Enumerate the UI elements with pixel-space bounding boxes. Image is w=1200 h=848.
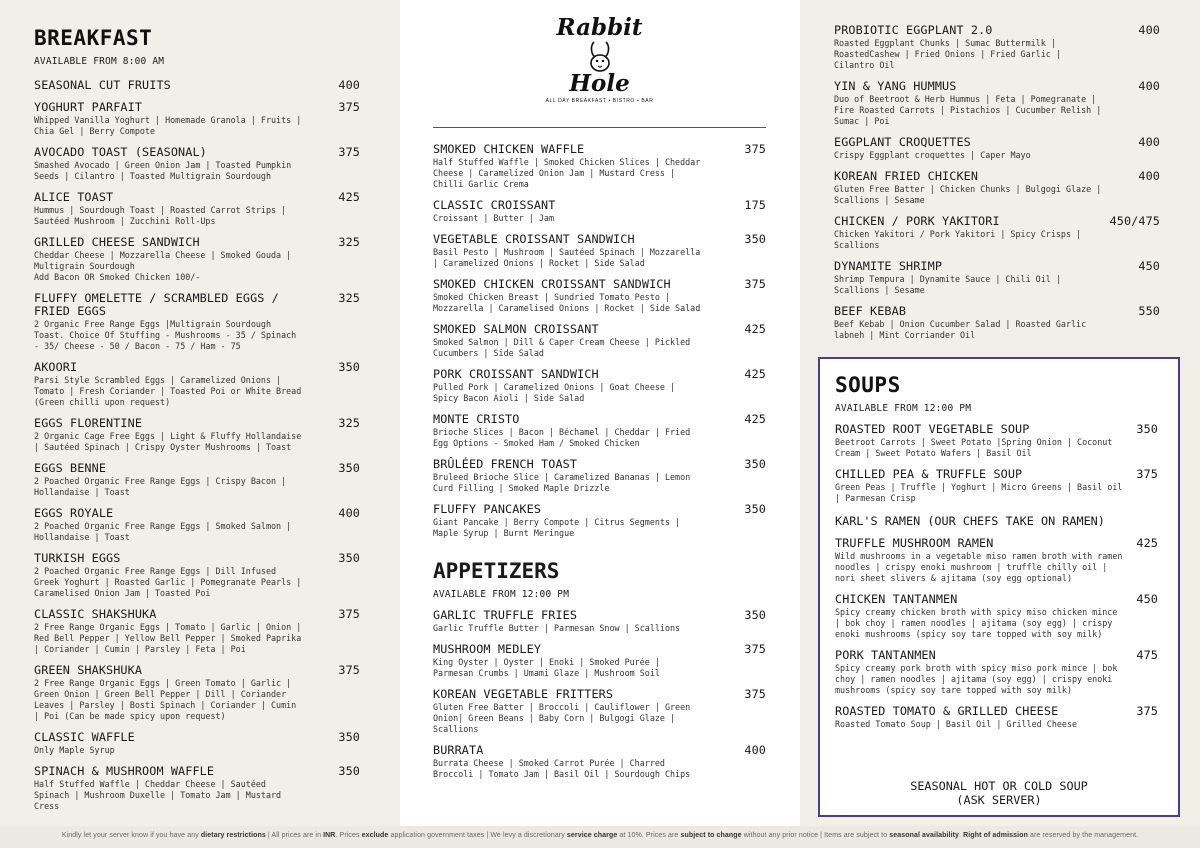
menu-item [433, 278, 766, 314]
menu-item-name: SEASONAL CUT FRUITS [34, 78, 171, 92]
menu-item-name: EGGS BENNE [34, 461, 107, 475]
menu-item-description: King Oyster | Oyster | Enoki | Smoked Purée | Parmesan Crumbs | Umami Glaze | Mushroom Soil [433, 657, 660, 678]
footer-bold: seasonal availability [889, 832, 960, 839]
menu-item-price: 375 [338, 663, 360, 677]
middle-column [400, 0, 800, 826]
menu-item-header [835, 537, 1158, 550]
menu-item-description: Half Stuffed Waffle | Smoked Chicken Slices | Cheddar Cheese | Caramelized Onion Jam | Mustard Cress | Chilli Garlic Crema [433, 157, 701, 189]
seasonal-soup-note [820, 779, 1178, 807]
menu-item-price: 400 [1138, 169, 1160, 183]
menu-item-name: EGGPLANT CROQUETTES [834, 135, 971, 149]
footer-bold: dietary restrictions [200, 832, 266, 839]
logo-tagline: ALL DAY BREAKFAST • BISTRO • BAR [545, 98, 654, 104]
menu-item [433, 744, 766, 780]
menu-item-description: Roasted Eggplant Chunks | Sumac Buttermilk | RoastedCashew | Fried Onions | Fried Garlic | Cilantro Oil [834, 38, 1061, 70]
menu-item-description: Basil Pesto | Mushroom | Sautéed Spinach | Mozzarella | Caramelized Onions | Rocket | Side Salad [433, 247, 701, 268]
footer-text: at 10%. Prices are [617, 832, 681, 839]
footer-bold: Right of admission [963, 832, 1028, 839]
menu-item-name: GRILLED CHEESE SANDWICH [34, 235, 200, 249]
soups-title: SOUPS [835, 373, 901, 397]
menu-item-name: PORK TANTANMEN [835, 648, 936, 662]
menu-item-price: 175 [744, 198, 766, 212]
menu-item-name: YOGHURT PARFAIT [34, 100, 143, 114]
menu-item-price: 350 [744, 457, 766, 471]
menu-item-header [834, 215, 1160, 228]
appetizers-list [433, 609, 766, 780]
breakfast-title: BREAKFAST [34, 26, 153, 50]
menu-item-price: 375 [744, 142, 766, 156]
soups-list [835, 423, 1158, 504]
menu-item-header [433, 233, 766, 246]
menu-item-header [834, 80, 1160, 93]
menu-item [34, 731, 360, 756]
menu-item-description: 2 Free Range Organic Eggs | Green Tomato | Garlic | Green Onion | Green Bell Pepper | Dill | Coriander Leaves | Parsley | Bosti Spinach | Coriander | Cumin | Poi (Can be made spicy upon request) [34, 678, 297, 721]
menu-item-price: 400 [744, 743, 766, 757]
menu-item-name: KOREAN VEGETABLE FRITTERS [433, 687, 614, 701]
menu-item-price: 425 [744, 367, 766, 381]
menu-item-price: 375 [338, 100, 360, 114]
menu-item-price: 350 [744, 232, 766, 246]
menu-item-description: Smashed Avocado | Green Onion Jam | Toasted Pumpkin Seeds | Cilantro | Toasted Multigrain Sourdough [34, 160, 292, 181]
menu-item [34, 146, 360, 182]
menu-item-name: YIN & YANG HUMMUS [834, 79, 957, 93]
soups-availability: AVAILABLE FROM 12:00 PM [835, 403, 972, 414]
menu-item-description: 2 Poached Organic Free Range Eggs | Smoked Salmon | Hollandaise | Toast [34, 521, 292, 542]
menu-item-price: 375 [338, 607, 360, 621]
menu-item [433, 368, 766, 404]
footer-bold: subject to change [680, 832, 742, 839]
menu-item-description: Spicy creamy pork broth with spicy miso pork mince | bok choy | ramen noodles | ajitama (soy egg) | crispy enoki mushrooms (spicy soy tare topped with soy milk) [835, 663, 1118, 695]
menu-item-name: AKOORI [34, 360, 78, 374]
menu-item [834, 260, 1160, 296]
menu-item-header [433, 643, 766, 656]
menu-item-description: Crispy Eggplant croquettes | Caper Mayo [834, 150, 1031, 160]
footer-text: . Prices [335, 832, 362, 839]
menu-item [834, 24, 1160, 71]
footer-text: | All prices are in [265, 832, 324, 839]
menu-item [34, 191, 360, 227]
menu-item-name: GARLIC TRUFFLE FRIES [433, 608, 578, 622]
menu-item-name: CLASSIC CROISSANT [433, 198, 556, 212]
menu-item [835, 593, 1158, 640]
menu-item-name: FLUFFY PANCAKES [433, 502, 542, 516]
menu-item-price: 350 [1136, 422, 1158, 436]
menu-item-description: Cheddar Cheese | Mozzarella Cheese | Smoked Gouda | Multigrain Sourdough Add Bacon OR Smoked Chicken 100/- [34, 250, 292, 282]
menu-item-price: 450 [1136, 592, 1158, 606]
seasonal-soup-line1: SEASONAL HOT OR COLD SOUP [910, 779, 1088, 793]
menu-item-header [433, 368, 766, 381]
seasonal-soup-line2: (ASK SERVER) [956, 793, 1042, 807]
menu-item-price: 375 [744, 642, 766, 656]
menu-item-name: CHILLED PEA & TRUFFLE SOUP [835, 467, 1023, 481]
menu-item [433, 643, 766, 679]
menu-item-header [433, 503, 766, 516]
footer-bold: service charge [566, 832, 618, 839]
menu-item-description: Smoked Chicken Breast | Sundried Tomato Pesto | Mozzarella | Caramelised Onions | Rocket | Side Salad [433, 292, 701, 313]
menu-item-header [433, 688, 766, 701]
menu-item-price: 375 [338, 145, 360, 159]
menu-item-price: 425 [744, 322, 766, 336]
menu-item-name: SMOKED CHICKEN CROISSANT SANDWICH [433, 277, 671, 291]
menu-item [834, 136, 1160, 161]
menu-item-header [34, 731, 360, 744]
menu-item [433, 323, 766, 359]
menu-item-description: 2 Organic Cage Free Eggs | Light & Fluffy Hollandaise | Sautéed Spinach | Crispy Oyster Mushrooms | Toast [34, 431, 302, 452]
menu-item-header [834, 305, 1160, 318]
menu-item-description: Parsi Style Scrambled Eggs | Caramelized Onions | Tomato | Fresh Coriander | Toasted Poi or White Bread (Green chilli upon request) [34, 375, 302, 407]
menu-item-description: 2 Poached Organic Free Range Eggs | Dill Infused Greek Yoghurt | Roasted Garlic | Pomegranate Pearls | Caramelised Onion Jam | Toasted Poi [34, 566, 302, 598]
menu-item-name: BURRATA [433, 743, 484, 757]
menu-item [433, 503, 766, 539]
menu-item-price: 325 [338, 416, 360, 430]
menu-item-name: MONTE CRISTO [433, 412, 520, 426]
menu-item [835, 423, 1158, 459]
menu-item-price: 425 [338, 190, 360, 204]
menu-item-price: 375 [1136, 704, 1158, 718]
menu-item-name: PORK CROISSANT SANDWICH [433, 367, 599, 381]
menu-item-price: 400 [338, 78, 360, 92]
menu-item [34, 608, 360, 655]
menu-item-price: 425 [1136, 536, 1158, 550]
menu-item [835, 468, 1158, 504]
menu-item-name: FLUFFY OMELETTE / SCRAMBLED EGGS / FRIED EGGS [34, 291, 279, 318]
menu-item-header [34, 765, 360, 778]
menu-item [433, 688, 766, 735]
menu-item-name: ROASTED ROOT VEGETABLE SOUP [835, 422, 1030, 436]
menu-item [34, 101, 360, 137]
footer-text: without any prior notice | Items are subject to [741, 832, 890, 839]
menu-item [34, 462, 360, 498]
menu-item-header [835, 705, 1158, 718]
menu-item [34, 664, 360, 722]
menu-item-description: Spicy creamy chicken broth with spicy miso chicken mince | bok choy | ramen noodles | ajitama (soy egg) | crispy enoki mushrooms (spicy soy tare topped with soy milk) [835, 607, 1118, 639]
menu-item-price: 350 [338, 461, 360, 475]
menu-item-price: 550 [1138, 304, 1160, 318]
breakfast-column [0, 0, 400, 826]
menu-item-price: 350 [338, 551, 360, 565]
menu-item-header [834, 136, 1160, 149]
menu-item-price: 450 [1138, 259, 1160, 273]
karls-ramen-heading: KARL'S RAMEN (OUR CHEFS TAKE ON RAMEN) [835, 514, 1105, 528]
breakfast-availability: AVAILABLE FROM 8:00 AM [34, 56, 165, 67]
menu-item-price: 400 [1138, 135, 1160, 149]
footer-text: . [959, 832, 964, 839]
logo-word-hole: Hole [569, 70, 630, 97]
soups-box [818, 357, 1180, 817]
menu-item-price: 325 [338, 291, 360, 305]
menu-item-header [433, 413, 766, 426]
menu-item-description: 2 Free Range Organic Eggs | Tomato | Garlic | Onion | Red Bell Pepper | Yellow Bell Pepper | Smoked Paprika | Coriander | Cumin | Parsley | Feta | Poi [34, 622, 302, 654]
menu-item [835, 537, 1158, 584]
menu-item-price: 350 [744, 608, 766, 622]
ramen-list [835, 537, 1158, 730]
menu-item-name: BEEF KEBAB [834, 304, 907, 318]
menu-item-header [34, 146, 360, 159]
menu-item-price: 400 [1138, 23, 1160, 37]
menu-item-header [34, 79, 360, 92]
menu-item-header [34, 292, 360, 318]
menu-item-header [835, 649, 1158, 662]
menu-item [433, 199, 766, 224]
logo [433, 0, 766, 128]
menu-item-header [834, 24, 1160, 37]
menu-item-description: Smoked Salmon | Dill & Caper Cream Cheese | Pickled Cucumbers | Side Salad [433, 337, 691, 358]
footer-bold: INR [323, 832, 336, 839]
menu-item-header [433, 744, 766, 757]
menu-item-header [34, 664, 360, 677]
menu-item [433, 413, 766, 449]
menu-item-name: TRUFFLE MUSHROOM RAMEN [835, 536, 994, 550]
menu-item-name: DYNAMITE SHRIMP [834, 259, 943, 273]
menu-item-header [433, 199, 766, 212]
menu-item-header [835, 468, 1158, 481]
menu-item-price: 375 [744, 277, 766, 291]
menu-item-name: ALICE TOAST [34, 190, 114, 204]
menu-item [34, 236, 360, 283]
menu-item-name: CHICKEN / PORK YAKITORI [834, 214, 1000, 228]
menu-item [34, 292, 360, 352]
menu-item-description: 2 Poached Organic Free Range Eggs | Crispy Bacon | Hollandaise | Toast [34, 476, 287, 497]
menu-item-name: CHICKEN TANTANMEN [835, 592, 958, 606]
menu-item-description: Gluten Free Batter | Chicken Chunks | Bulgogi Glaze | Scallions | Sesame [834, 184, 1102, 205]
menu-item [834, 215, 1160, 251]
menu-item-header [34, 462, 360, 475]
menu-item-header [34, 552, 360, 565]
menu-item-price: 400 [338, 506, 360, 520]
menu-item-price: 375 [744, 687, 766, 701]
menu-item-description: Roasted Tomato Soup | Basil Oil | Grilled Cheese [835, 719, 1078, 729]
menu-item-header [834, 170, 1160, 183]
right-list [834, 24, 1160, 341]
menu-item-description: Giant Pancake | Berry Compote | Citrus Segments | Maple Syrup | Burnt Meringue [433, 517, 681, 538]
appetizers-title: APPETIZERS [433, 559, 560, 583]
appetizers-availability: AVAILABLE FROM 12:00 PM [433, 589, 570, 600]
menu-item-description: Beef Kebab | Onion Cucumber Salad | Roasted Garlic labneh | Mint Corriander Oil [834, 319, 1087, 340]
menu-item-name: AVOCADO TOAST (SEASONAL) [34, 145, 207, 159]
menu-item-description: Hummus | Sourdough Toast | Roasted Carrot Strips | Sautéed Mushroom | Zucchini Roll-Ups [34, 205, 287, 226]
menu-item-name: EGGS ROYALE [34, 506, 114, 520]
menu-item-header [433, 278, 766, 291]
menu-item-description: Brioche Slices | Bacon | Béchamel | Cheddar | Fried Egg Options - Smoked Ham / Smoked Chicken [433, 427, 691, 448]
menu-item-description: Pulled Pork | Caramelized Onions | Goat Cheese | Spicy Bacon Aioli | Side Salad [433, 382, 676, 403]
menu-item-name: VEGETABLE CROISSANT SANDWICH [433, 232, 635, 246]
logo-word-rabbit: Rabbit [556, 14, 643, 41]
menu-item-name: CLASSIC WAFFLE [34, 730, 135, 744]
menu-item-header [34, 236, 360, 249]
menu-item-price: 325 [338, 235, 360, 249]
menu-item-price: 450/475 [1109, 214, 1160, 228]
menu-item-price: 375 [1136, 467, 1158, 481]
menu-item-description: 2 Organic Free Range Eggs |Multigrain Sourdough Toast. Choice Of Stuffing - Mushrooms - 35 / Spinach - 35/ Cheese - 50 / Bacon - 75 / Ham - 75 [34, 319, 297, 351]
menu-item-name: EGGS FLORENTINE [34, 416, 143, 430]
menu-item-price: 350 [338, 360, 360, 374]
menu-item-price: 400 [1138, 79, 1160, 93]
middle-list [433, 128, 766, 539]
menu-item-header [834, 260, 1160, 273]
menu-item-description: Burrata Cheese | Smoked Carrot Purée | Charred Broccoli | Tomato Jam | Basil Oil | Sourdough Chips [433, 758, 691, 779]
menu-item-description: Duo of Beetroot & Herb Hummus | Feta | Pomegranate | Fire Roasted Carrots | Pistachios | Cucumber Relish | Sumac | Poi [834, 94, 1102, 126]
menu-item [433, 233, 766, 269]
menu-item-name: PROBIOTIC EGGPLANT 2.0 [834, 23, 993, 37]
menu-item [34, 361, 360, 408]
menu-item-header [34, 101, 360, 114]
menu-item-name: ROASTED TOMATO & GRILLED CHEESE [835, 704, 1059, 718]
menu-item-price: 425 [744, 412, 766, 426]
menu-item-description: Bruleed Brioche Slice | Caramelized Bananas | Lemon Curd Filling | Smoked Maple Drizzle [433, 472, 691, 493]
menu-item-header [433, 458, 766, 471]
menu-item-description: Garlic Truffle Butter | Parmesan Snow | Scallions [433, 623, 681, 633]
footer-text: are reserved by the management. [1027, 832, 1139, 839]
menu-item-name: KOREAN FRIED CHICKEN [834, 169, 979, 183]
menu-item-price: 350 [744, 502, 766, 516]
menu-item-header [835, 423, 1158, 436]
menu-item-description: Gluten Free Batter | Broccoli | Cauliflower | Green Onion| Green Beans | Baby Corn | Bulgogi Glaze | Scallions [433, 702, 691, 734]
menu-item [834, 170, 1160, 206]
menu-item [834, 80, 1160, 127]
menu-item-header [34, 361, 360, 374]
menu-item-description: Croissant | Butter | Jam [433, 213, 555, 223]
menu-item-description: Green Peas | Truffle | Yoghurt | Micro Greens | Basil oil | Parmesan Crisp [835, 482, 1123, 503]
menu-item-description: Half Stuffed Waffle | Cheddar Cheese | Sautéed Spinach | Mushroom Duxelle | Tomato Jam | Mustard Cress [34, 779, 282, 811]
menu-item-header [433, 609, 766, 622]
menu-item-name: MUSHROOM MEDLEY [433, 642, 542, 656]
footer-disclaimer [0, 826, 1200, 848]
footer-bold: exclude [361, 832, 389, 839]
footer-text: application government taxes | We levy a discretionary [388, 832, 567, 839]
menu-item-header [433, 143, 766, 156]
menu-item [433, 609, 766, 634]
menu-item-description: Chicken Yakitori / Pork Yakitori | Spicy Crisps | Scallions [834, 229, 1082, 250]
menu-item-name: SMOKED CHICKEN WAFFLE [433, 142, 585, 156]
menu-item-name: GREEN SHAKSHUKA [34, 663, 143, 677]
menu-item-header [34, 417, 360, 430]
menu-item-name: SPINACH & MUSHROOM WAFFLE [34, 764, 215, 778]
menu-item-description: Shrimp Tempura | Dynamite Sauce | Chili Oil | Scallions | Sesame [834, 274, 1061, 295]
menu-item [34, 765, 360, 812]
menu-item [34, 507, 360, 543]
menu-item-name: TURKISH EGGS [34, 551, 121, 565]
menu-item-description: Only Maple Syrup [34, 745, 115, 755]
menu-item-header [34, 507, 360, 520]
menu-item-description: Beetroot Carrots | Sweet Potato |Spring Onion | Coconut Cream | Sweet Potato Wafers | Basil Oil [835, 437, 1113, 458]
menu-item-price: 350 [338, 764, 360, 778]
menu-item-name: BRÛLÉED FRENCH TOAST [433, 457, 578, 471]
menu-item-header [34, 608, 360, 621]
menu-item [433, 143, 766, 190]
menu-item [834, 305, 1160, 341]
menu-item-price: 475 [1136, 648, 1158, 662]
menu-item-price: 350 [338, 730, 360, 744]
menu-item-description: Whipped Vanilla Yoghurt | Homemade Granola | Fruits | Chia Gel | Berry Compote [34, 115, 302, 136]
menu-item [34, 417, 360, 453]
breakfast-list [34, 79, 360, 812]
menu-item-description: Wild mushrooms in a vegetable miso ramen broth with ramen noodles | crispy enoki mushroom | truffle chilly oil | nori sheet slivers & ajitama (soy egg optional) [835, 551, 1123, 583]
menu-item-name: SMOKED SALMON CROISSANT [433, 322, 599, 336]
menu-item [34, 552, 360, 599]
menu-item [835, 649, 1158, 696]
menu-item-header [835, 593, 1158, 606]
menu-item-header [34, 191, 360, 204]
menu-item [433, 458, 766, 494]
menu-item [835, 705, 1158, 730]
menu-item [34, 79, 360, 92]
rabbit-icon [580, 40, 620, 74]
menu-item-name: CLASSIC SHAKSHUKA [34, 607, 157, 621]
menu-item-header [433, 323, 766, 336]
footer-text: Kindly let your server know if you have any [61, 832, 201, 839]
